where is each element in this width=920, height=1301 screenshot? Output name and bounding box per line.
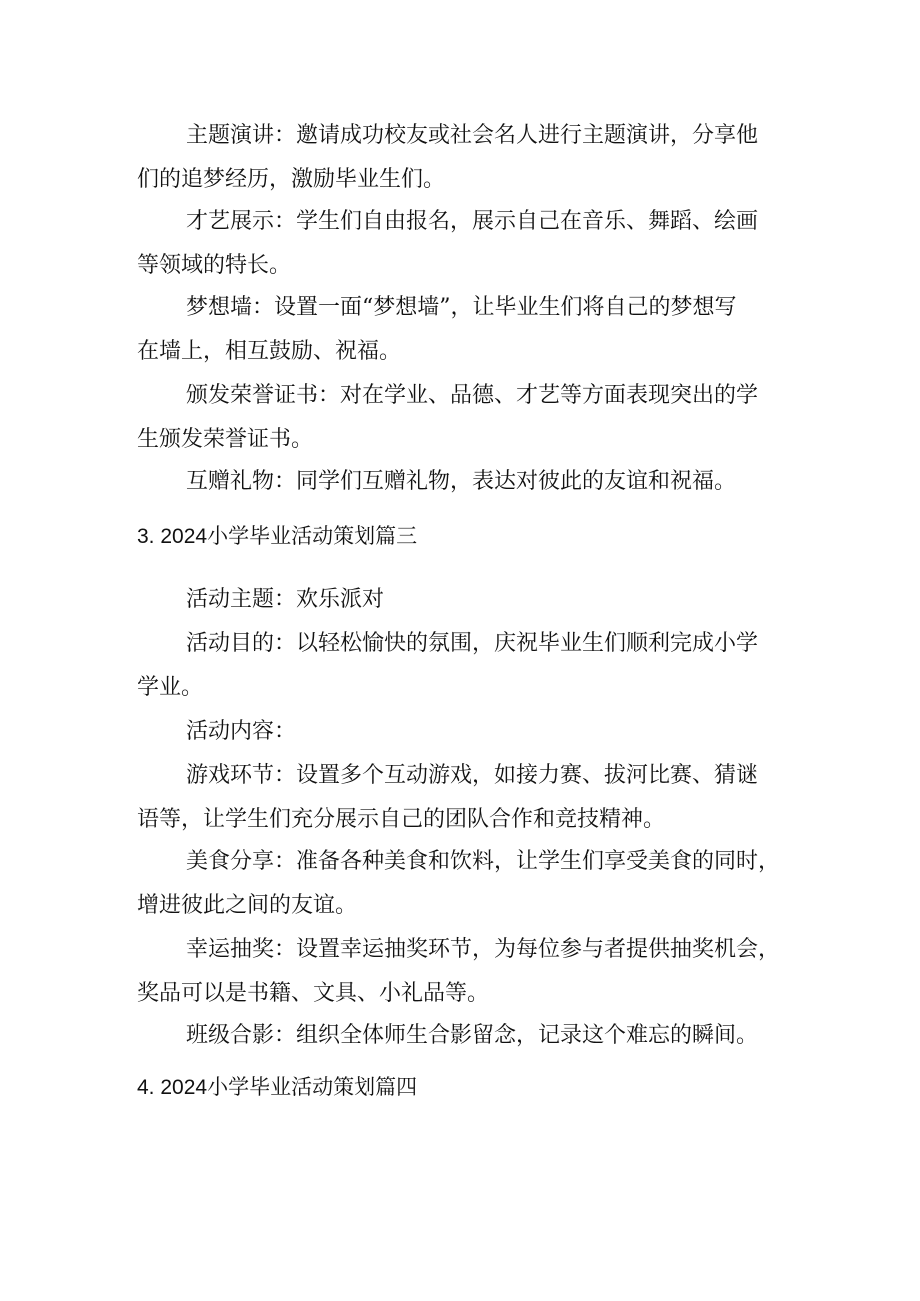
text-line: 生颁发荣誉证书。 xyxy=(137,427,314,452)
paragraph-games xyxy=(137,754,787,842)
text-line: 颁发荣誉证书：对在学业、品德、才艺等方面表现突出的学 xyxy=(186,383,759,408)
paragraph-honor-cert xyxy=(137,374,787,462)
text-line: 班级合影：组织全体师生合影留念，记录这个难忘的瞬间。 xyxy=(186,1023,759,1048)
section-heading-4: 4. 2024小学毕业活动策划篇四 xyxy=(137,1076,418,1099)
paragraph-dream-wall xyxy=(137,286,787,374)
text-line: 学业。 xyxy=(137,675,204,700)
text-line: 互赠礼物：同学们互赠礼物，表达对彼此的友谊和祝福。 xyxy=(186,469,737,494)
text-line: 们的追梦经历，激励毕业生们。 xyxy=(137,167,446,192)
text-line: 主题演讲：邀请成功校友或社会名人进行主题演讲，分享他 xyxy=(186,123,759,148)
section-heading-3: 3. 2024小学毕业活动策划篇三 xyxy=(137,525,418,548)
text-line: 美食分享：准备各种美食和饮料，让学生们享受美食的同时， xyxy=(186,849,781,874)
text-line: 活动内容： xyxy=(186,719,297,744)
paragraph-talent-show xyxy=(137,200,787,288)
text-line: 梦想墙：设置一面“梦想墙”，让毕业生们将自己的梦想写 xyxy=(186,295,737,320)
text-line: 活动目的：以轻松愉快的氛围，庆祝毕业生们顺利完成小学 xyxy=(186,631,759,656)
text-line: 奖品可以是书籍、文具、小礼品等。 xyxy=(137,981,490,1006)
text-line: 等领域的特长。 xyxy=(137,253,292,278)
paragraph-group-photo xyxy=(137,1014,787,1058)
paragraph-lottery xyxy=(137,928,787,1016)
text-line: 幸运抽奖：设置幸运抽奖环节，为每位参与者提供抽奖机会， xyxy=(186,937,781,962)
text-line: 活动主题：欢乐派对 xyxy=(186,587,385,612)
text-line: 才艺展示：学生们自由报名，展示自己在音乐、舞蹈、绘画 xyxy=(186,209,759,234)
paragraph-purpose xyxy=(137,622,787,710)
paragraph-food xyxy=(137,840,787,928)
text-line: 语等，让学生们充分展示自己的团队合作和竞技精神。 xyxy=(137,807,666,832)
text-line: 增进彼此之间的友谊。 xyxy=(137,893,358,918)
paragraph-gift-exchange xyxy=(137,460,787,504)
text-line: 游戏环节：设置多个互动游戏，如接力赛、拔河比赛、猜谜 xyxy=(186,763,759,788)
text-line: 在墙上，相互鼓励、祝福。 xyxy=(137,339,402,364)
paragraph-theme xyxy=(137,578,787,622)
paragraph-content xyxy=(137,710,787,754)
paragraph-theme-speech xyxy=(137,114,787,202)
